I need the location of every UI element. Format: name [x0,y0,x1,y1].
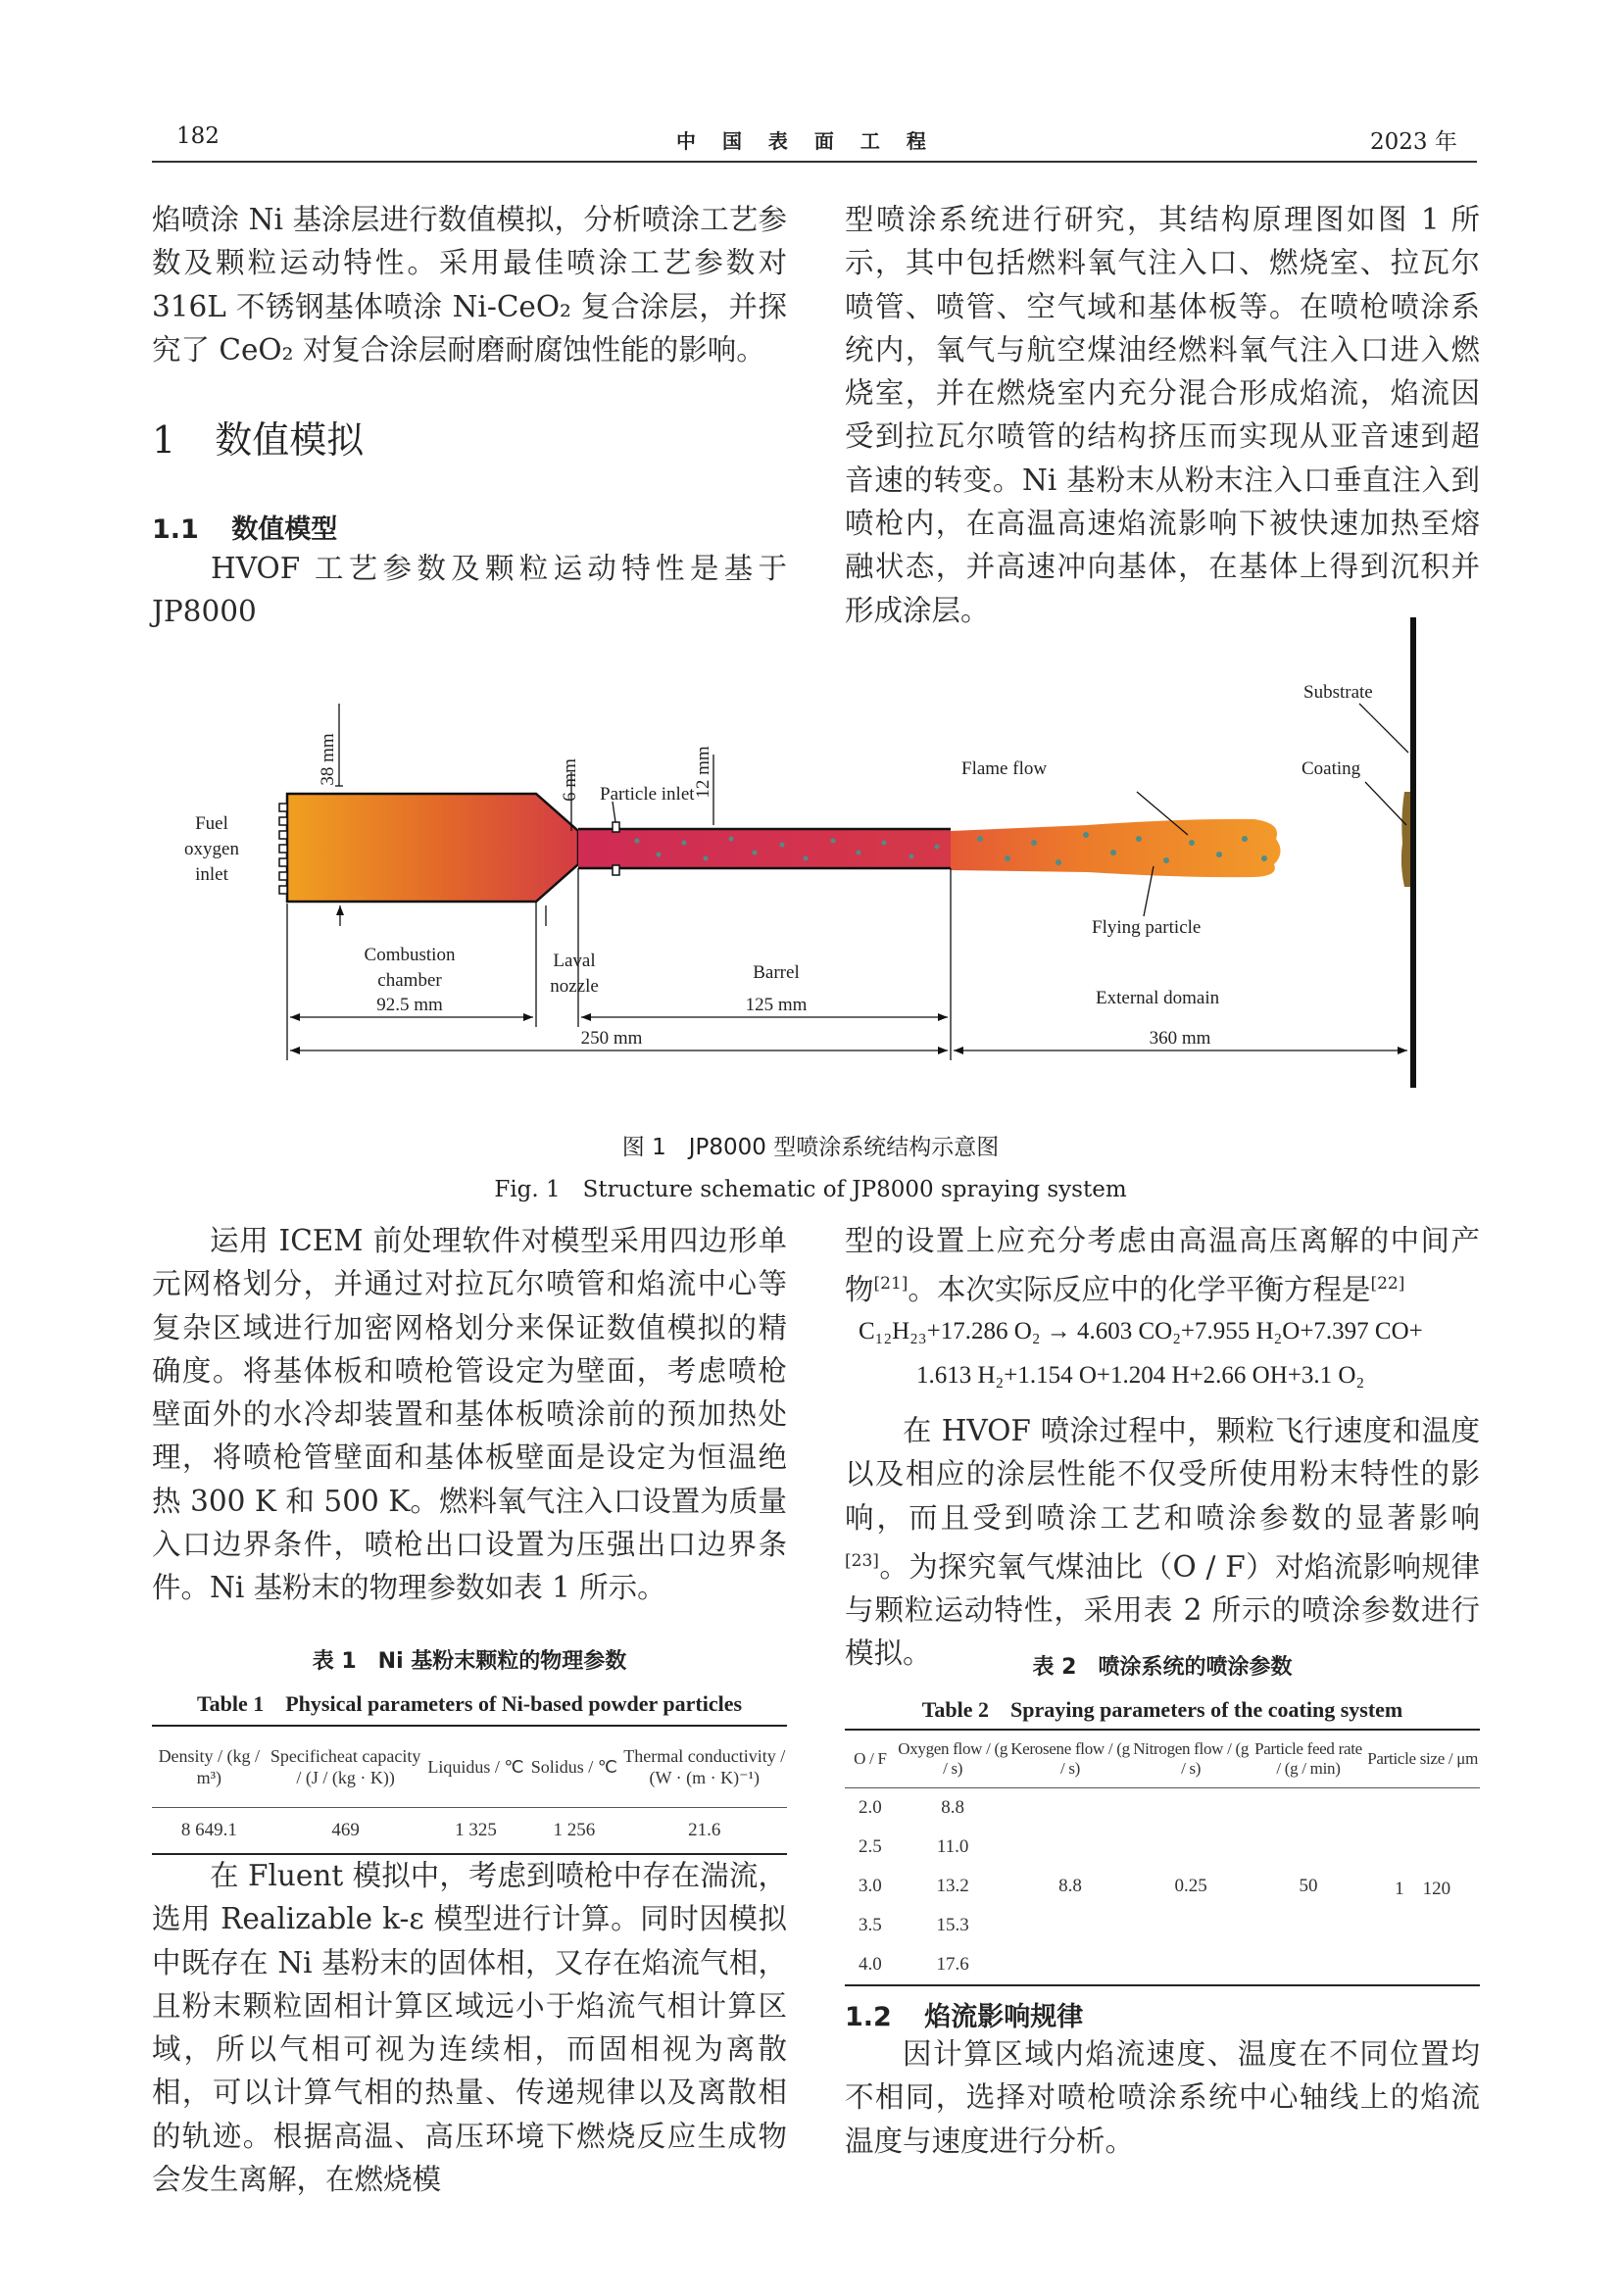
t1-header-conductivity: Thermal conductivity / (W · (m · K)⁻¹) [621,1726,787,1808]
table-1-header-row [152,1726,787,1808]
label-combustion-2: chamber [377,970,442,991]
label-particle-inlet: Particle inlet [600,784,695,805]
table-row [845,1788,1480,1829]
table-2-caption-en: Table 2 Spraying parameters of the coating system [921,1697,1403,1722]
right-hvof-text-a: 在 HVOF 喷涂过程中，颗粒飞行速度和温度以及相应的涂层性能不仅受所使用粉末特性的影响，而且受到喷涂工艺和喷涂参数的显著影响 [845,1414,1480,1535]
fuel-inlet-notches [279,804,287,894]
t2-cell-nitrogen: 0.25 [1174,1876,1207,1896]
table-1-caption-en: Table 1 Physical parameters of Ni-based powder particles [196,1691,743,1716]
label-barrel: Barrel [753,962,800,983]
right-hvof-text-b: 。为探究氧气煤油比（O / F）对焰流影响规律与颗粒运动特性，采用表 2 所示的喷涂参数进行模拟。 [845,1549,1480,1671]
t2-cell-kerosene: 8.8 [1058,1876,1082,1896]
label-dim-12mm: 12 mm [693,746,713,799]
section-1-heading [152,410,364,464]
t2-cell-particle-size: 1 120 [1395,1878,1451,1899]
table-row [152,1808,787,1855]
t2-cell-of: 3.0 [859,1876,882,1896]
t2-cell-oxygen: 8.8 [941,1797,965,1818]
t2-header-oxygen: Oxygen flow / (g / s) [896,1730,1010,1788]
t1-cell-solidus: 1 256 [553,1820,596,1840]
t2-cell-of: 4.0 [859,1954,882,1975]
substrate-plate [1410,617,1416,1088]
coating-layer [1401,792,1410,887]
particle-inlet-port-top [613,822,619,832]
section-1-2-title: 焰流影响规律 [924,2002,1084,2032]
left-model-paragraph: HVOF 工艺参数及颗粒运动特性是基于 JP8000 [152,552,787,629]
table-1 [152,1725,787,1855]
section-1-1-title: 数值模型 [231,514,338,545]
label-combustion-length: 92.5 mm [376,995,443,1015]
label-dim-38mm: 38 mm [318,733,338,786]
table-2 [845,1729,1480,1986]
t1-cell-heat-capacity: 469 [331,1820,360,1840]
header-rule [152,161,1477,163]
right-dissociation-paragraph [845,1219,1480,1311]
label-coating: Coating [1302,758,1361,779]
t2-header-nitrogen: Nitrogen flow / (g / s) [1131,1730,1252,1788]
label-external-length: 360 mm [1149,1028,1211,1049]
t2-cell-feed-rate: 50 [1299,1876,1318,1896]
section-1-2-heading [845,1995,1083,2033]
t1-header-liquidus: Liquidus / ℃ [425,1726,527,1808]
journal-year: 2023 年 [1370,129,1457,155]
figure-1-caption-cn: 图 1 JP8000 型喷涂系统结构示意图 [621,1135,1000,1160]
t1-header-heat-capacity: Specificheat capacity / (J / (kg · K)) [267,1726,425,1808]
t2-cell-of: 2.0 [859,1797,882,1818]
table-2-caption-cn: 表 2 喷涂系统的喷涂参数 [1032,1655,1293,1680]
label-flame-flow: Flame flow [961,758,1048,779]
equation-line-1: C₁₂H₂₃+17.286 O₂ → 4.603 CO₂+7.955 H₂O+7.397 CO+ [859,1318,1423,1344]
section-1-1-number: 1.1 [152,514,199,545]
t2-header-of: O / F [845,1730,896,1788]
figure-1-caption-en: Fig. 1 Structure schematic of JP8000 spraying system [494,1177,1127,1202]
label-laval-1: Laval [553,951,596,971]
t2-header-kerosene: Kerosene flow / (g / s) [1009,1730,1130,1788]
section-1-2-number: 1.2 [845,2002,892,2032]
label-total-length: 250 mm [580,1028,643,1049]
right-dissociation-text-a: 型的设置上应充分考虑由高温高压离解的中间产物 [845,1224,1480,1307]
left-fluent-paragraph: 在 Fluent 模拟中，考虑到喷枪中存在湍流，选用 Realizable k-ε 模型进行计算。同时因模拟中既存在 Ni 基粉末的固体相，又存在焰流气相，且粉末颗粒固相计算区域远小于焰流气相计算区域，所以气相可视为连续相，而固相视为离散相，可以计算气相的热量、传递规律以及离散相的轨迹。根据高温、高压环境下燃烧反应生成物会发生离解，在燃烧模 [152,1859,787,2197]
particle-inlet-port-bottom [613,865,619,875]
t2-cell-oxygen: 11.0 [936,1836,969,1857]
label-fuel-1: Fuel [195,813,228,834]
label-laval-2: nozzle [550,976,599,997]
journal-name: 中 国 表 面 工 程 [676,129,936,153]
section-1-number: 1 [152,418,176,462]
right-dissociation-text-b: 。本次实际反应中的化学平衡方程是 [908,1273,1371,1307]
t1-cell-conductivity: 21.6 [688,1820,721,1840]
barrel-shape [578,829,951,868]
left-mesh-paragraph: 运用 ICEM 前处理软件对模型采用四边形单元网格划分，并通过对拉瓦尔喷管和焰流中心等复杂区域进行加密网格划分来保证数值模拟的精确度。将基体板和喷枪管设定为壁面，考虑喷枪壁面外的水冷却装置和基体板喷涂前的预加热处理，将喷枪管壁面和基体板壁面是设定为恒温绝热 300 K 和 500 K。燃料氧气注入口设置为质量入口边界条件，喷枪出口设置为压强出口边界条件。Ni 基粉末的物理参数如表 1 所示。 [152,1224,787,1605]
table-1-caption-cn: 表 1 Ni 基粉末颗粒的物理参数 [312,1649,627,1674]
t1-header-density: Density / (kg / m³) [152,1726,267,1808]
left-intro-paragraph: 焰喷涂 Ni 基涂层进行数值模拟，分析喷涂工艺参数及颗粒运动特性。采用最佳喷涂工艺参数对 316L 不锈钢基体喷涂 Ni-CeO₂ 复合涂层，并探究了 CeO₂ 对复合涂层耐磨耐腐蚀性能的影响。 [152,203,787,366]
label-fuel-3: inlet [195,864,228,885]
ref-21: [21] [873,1274,909,1295]
t2-header-feed-rate: Particle feed rate / (g / min) [1252,1730,1366,1788]
t2-cell-oxygen: 15.3 [936,1915,969,1935]
label-flying-particle: Flying particle [1092,917,1202,938]
label-external-domain: External domain [1096,988,1220,1008]
t2-cell-oxygen: 13.2 [936,1876,969,1896]
ref-22: [22] [1370,1274,1405,1295]
t2-cell-of: 3.5 [859,1915,882,1935]
page-number: 182 [176,123,220,149]
combustion-chamber-shape [287,794,578,902]
right-flame-paragraph: 因计算区域内焰流速度、温度在不同位置均不相同，选择对喷枪喷涂系统中心轴线上的焰流温度与速度进行分析。 [845,2037,1480,2158]
t2-cell-oxygen: 17.6 [936,1954,969,1975]
t1-cell-density: 8 649.1 [180,1820,237,1840]
figure-1-schematic [147,608,1480,1098]
section-1-1-heading [152,508,337,546]
label-fuel-2: oxygen [184,839,239,859]
right-intro-paragraph: 型喷涂系统进行研究，其结构原理图如图 1 所示，其中包括燃料氧气注入口、燃烧室、拉瓦尔喷管、喷管、空气域和基体板等。在喷枪喷涂系统内，氧气与航空煤油经燃料氧气注入口进入燃烧室，并在燃烧室内充分混合形成焰流，焰流因受到拉瓦尔喷管的结构挤压而实现从亚音速到超音速的转变。Ni 基粉末从粉末注入口垂直注入到喷枪内，在高温高速焰流影响下被快速加热至熔融状态，并高速冲向基体，在基体上得到沉积并形成涂层。 [845,203,1480,627]
label-substrate: Substrate [1303,682,1373,703]
label-barrel-length: 125 mm [745,995,808,1015]
table-2-header-row [845,1730,1480,1788]
section-1-title: 数值模拟 [215,418,365,462]
label-combustion-1: Combustion [364,945,456,965]
t2-header-particle-size: Particle size / μm [1365,1730,1480,1788]
ref-23: [23] [845,1550,879,1571]
equation-line-2: 1.613 H₂+1.154 O+1.204 H+2.66 OH+3.1 O₂ [916,1362,1365,1389]
right-hvof-paragraph [845,1409,1480,1676]
flame-plume [951,819,1281,877]
t1-header-solidus: Solidus / ℃ [526,1726,621,1808]
t2-cell-of: 2.5 [859,1836,882,1857]
t1-cell-liquidus: 1 325 [455,1820,497,1840]
label-dim-6mm: 6 mm [560,758,580,802]
